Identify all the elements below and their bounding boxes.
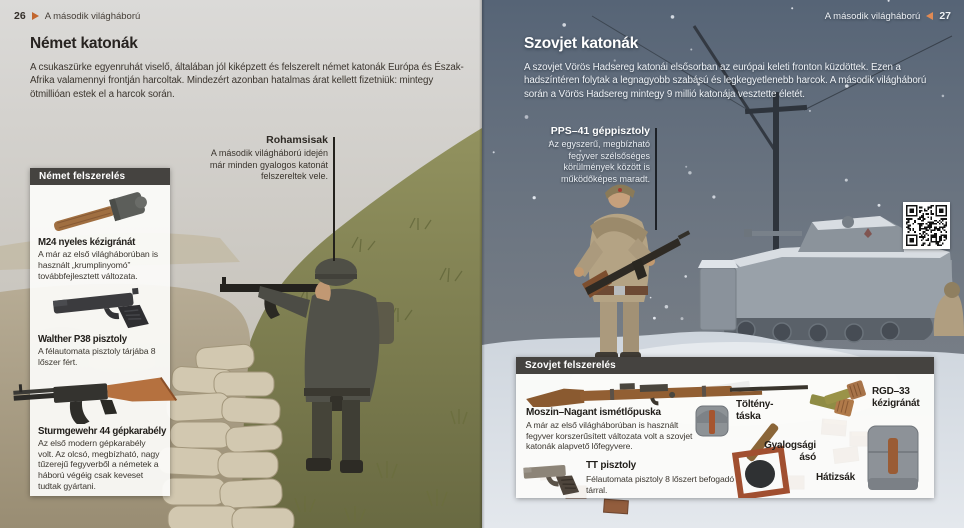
german-equipment-panel xyxy=(30,168,170,496)
left-page-header xyxy=(14,10,140,22)
equipment-desc: A már az első világháborúban is használt „krumplinyomó” továbbfejlesztett változata. xyxy=(38,249,159,281)
qr-code xyxy=(903,202,950,249)
right-page xyxy=(482,0,964,528)
helmet-callout xyxy=(206,134,328,183)
right-page-title: Szovjet katonák xyxy=(524,35,639,52)
german-equipment-panel-header: Német felszerelés xyxy=(30,168,170,185)
page-number: 26 xyxy=(14,10,26,22)
equipment-name: M24 nyeles kézigránát xyxy=(38,237,136,248)
equipment-name: Moszin–Nagant ismétlőpuska xyxy=(526,407,661,418)
soviet-equipment-panel xyxy=(516,357,934,498)
helmet-callout-title: Rohamsisak xyxy=(266,134,328,146)
m24-stick-grenade-image xyxy=(44,189,156,235)
tt-pistol-image xyxy=(520,458,580,496)
equipment-name: Walther P38 pisztoly xyxy=(38,334,127,346)
right-page-intro: A szovjet Vörös Hadsereg katonái elsősorban az európai keleti fronton küzdöttek. Ezen a hadszíntéren folytak a legnagyobb szabású és legkegyetlenebb harcok. A második világháború során a Vörös Hadsereg mintegy 9 millió katonája vesztette életét. xyxy=(524,62,927,100)
right-page-header xyxy=(825,10,951,22)
back-arrow-icon xyxy=(926,12,933,20)
equipment-name: Gyalogsági ásó xyxy=(764,440,816,463)
left-page-intro: A csukaszürke egyenruhát viselő, általában jól kiképzett és felszerelt német katonák Európa és Észak-Afrika valamennyi frontján harcoltak. Mindezért azonban hatalmas árat kellett fizetniük: mintegy ötmillióan estek el a harcok során. xyxy=(30,62,464,100)
page-gutter xyxy=(479,0,485,528)
walther-p38-image xyxy=(48,286,152,332)
equipment-name: TT pisztoly xyxy=(586,460,637,471)
pps41-callout-text: Az egyszerű, megbízható fegyver szélsőséges körülmények között is működőképes maradt. xyxy=(548,139,650,185)
backpack-image xyxy=(860,422,926,496)
pps41-callout-title: PPS–41 géppisztoly xyxy=(550,125,650,137)
soviet-equipment-panel-header: Szovjet felszerelés xyxy=(516,357,934,374)
section-label: A második világháború xyxy=(44,10,141,22)
stg44-image xyxy=(12,374,182,424)
equipment-name: Sturmgewehr 44 gépkarabély xyxy=(38,425,167,437)
forward-arrow-icon xyxy=(32,12,39,20)
rgd33-grenade-image xyxy=(806,380,870,420)
equipment-desc: A már az első világháborúban is használt fegyver korszerűsített változata volt a szovjet katonák alapvető lőfegyvere. xyxy=(526,420,693,452)
left-page-title: Német katonák xyxy=(30,35,138,52)
equipment-name: Hátizsák xyxy=(816,472,855,483)
pps41-callout xyxy=(522,125,650,186)
equipment-name: Töltény-táska xyxy=(736,399,774,422)
soviet-equipment-panel-body xyxy=(516,374,934,498)
section-label: A második világháború xyxy=(824,10,921,22)
helmet-callout-line xyxy=(333,137,335,261)
equipment-desc: Az első modern gépkarabély volt. Az olcsó, megbízható, nagy tűzerejű fegyverből a németek a háború végéig csak keveset tudtak gyártani. xyxy=(38,437,160,492)
equipment-desc: A félautomata pisztoly tárjába 8 lőszer fért. xyxy=(38,346,156,368)
equipment-desc: Félautomata pisztoly 8 lőszert befogadó tárral. xyxy=(586,474,735,495)
page-number: 27 xyxy=(939,10,951,22)
german-equipment-panel-body xyxy=(30,185,170,496)
helmet-callout-text: A második világháború idején már minden gyalogos katonát felszereltek vele. xyxy=(209,148,328,182)
pps41-callout-line xyxy=(655,128,657,230)
equipment-name: RGD–33 kézigránát xyxy=(872,386,920,409)
